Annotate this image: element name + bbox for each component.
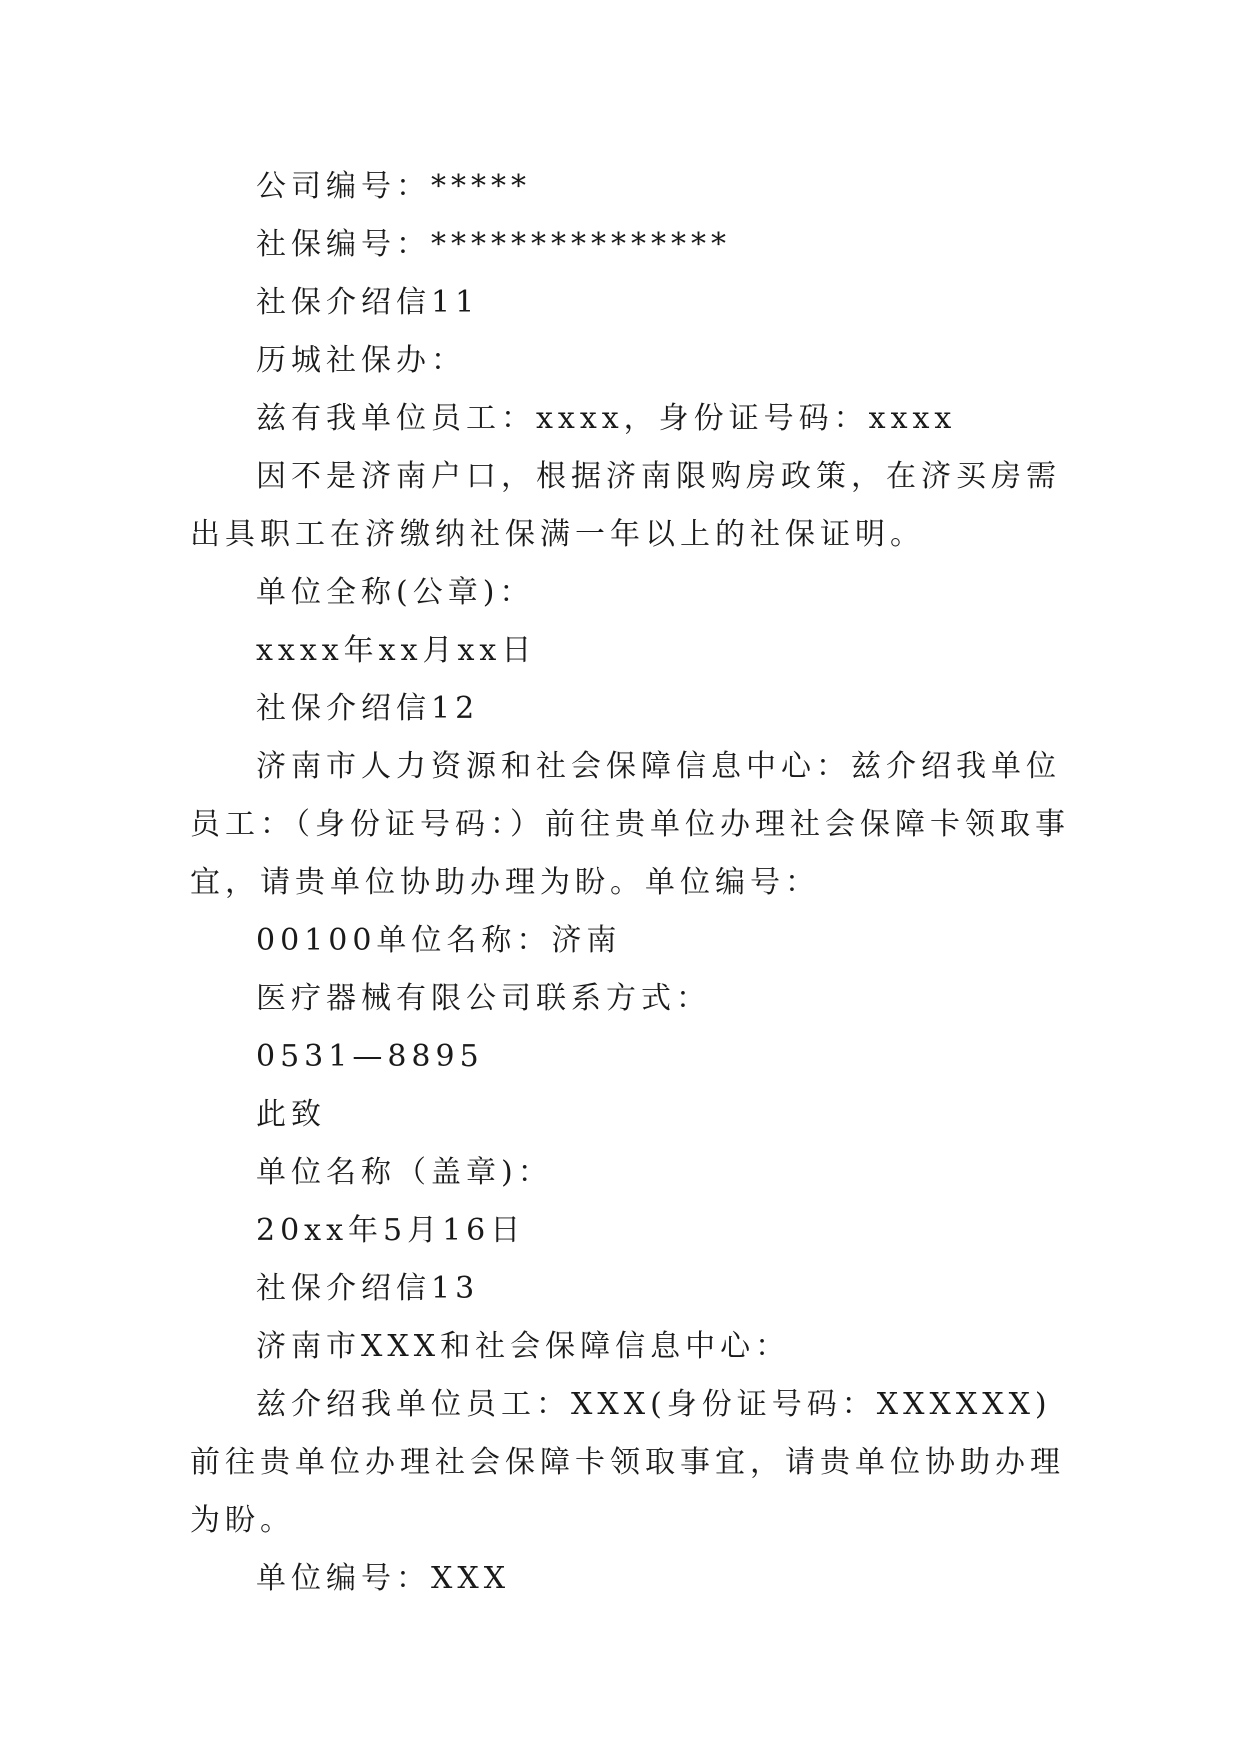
letter-11-employee-line: 兹有我单位员工：xxxx，身份证号码：xxxx (256, 401, 957, 436)
letter-11-recipient: 历城社保办： (256, 343, 466, 378)
letter-11-heading: 社保介绍信11 (256, 285, 480, 320)
document-body (190, 158, 1070, 1608)
letter-13-body: 兹介绍我单位员工：XXX(身份证号码：XXXXXX)前往贵单位办理社会保障卡领取事宜，请贵单位协助办理为盼。 (190, 1387, 1065, 1538)
letter-13-recipient: 济南市XXX和社会保障信息中心： (256, 1329, 791, 1364)
letter-12-heading: 社保介绍信12 (256, 691, 480, 726)
letter-13-unit-number: 单位编号：XXX (256, 1561, 511, 1596)
social-security-number-line: 社保编号：*************** (256, 227, 731, 262)
letter-12-signature: 单位名称（盖章)： (256, 1155, 553, 1190)
letter-13-heading: 社保介绍信13 (256, 1271, 480, 1306)
letter-12-closing: 此致 (256, 1097, 326, 1132)
letter-12-phone: 0531—8895 (256, 1039, 484, 1074)
letter-12-contact-label: 医疗器械有限公司联系方式： (256, 981, 711, 1016)
letter-11-body: 因不是济南户口，根据济南限购房政策，在济买房需出具职工在济缴纳社保满一年以上的社保证明。 (190, 459, 1061, 552)
company-number-line: 公司编号：***** (256, 169, 531, 204)
letter-11-date: xxxx年xx月xx日 (256, 633, 537, 668)
letter-12-body: 济南市人力资源和社会保障信息中心：兹介绍我单位员工：（身份证号码：）前往贵单位办理社会保障卡领取事宜，请贵单位协助办理为盼。单位编号： (190, 749, 1070, 900)
letter-11-signature: 单位全称(公章)： (256, 575, 535, 610)
letter-12-unit-name: 00100单位名称：济南 (256, 923, 622, 958)
letter-12-date: 20xx年5月16日 (256, 1213, 526, 1248)
